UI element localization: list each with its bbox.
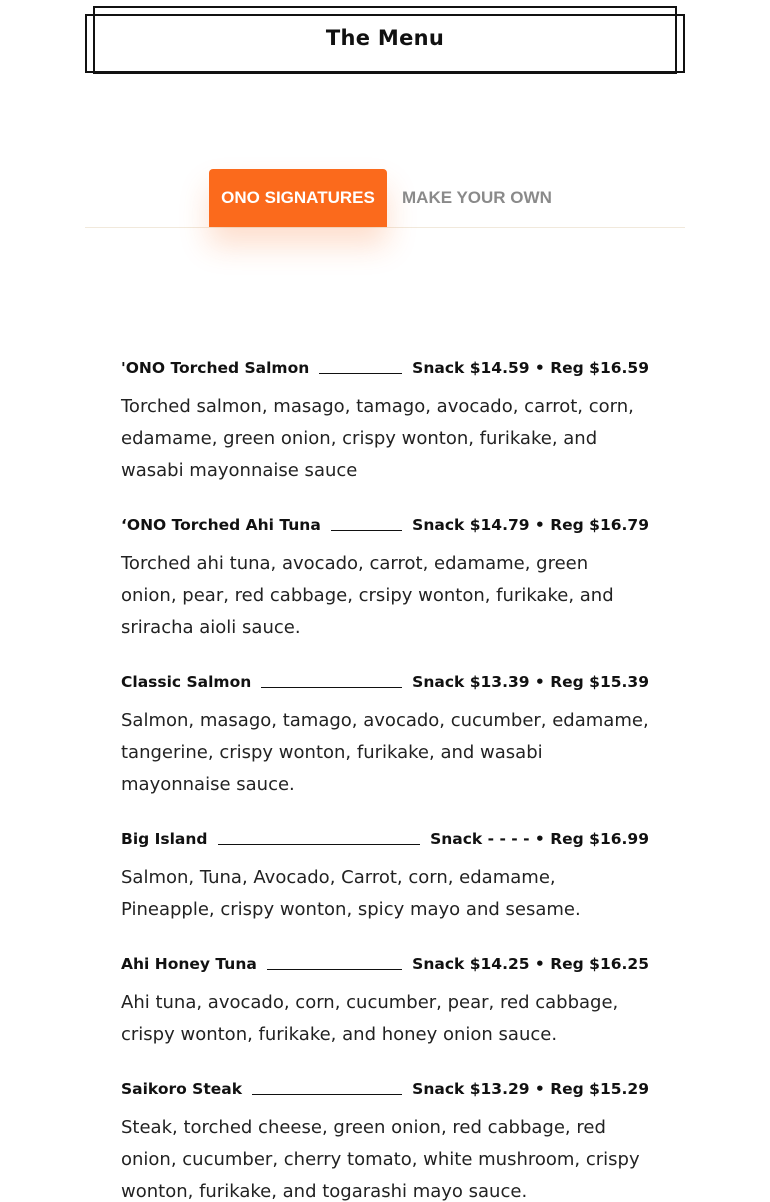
page-title: The Menu	[325, 26, 445, 50]
leader-line	[319, 373, 402, 374]
menu-item-header	[121, 669, 649, 695]
menu-item-price: Snack $13.39 • Reg $15.39	[412, 673, 649, 691]
menu-item-description: Salmon, masago, tamago, avocado, cucumber, edamame, tangerine, crispy wonton, furikake, and wasabi mayonnaise sauce.	[121, 710, 649, 795]
menu-list	[121, 355, 649, 1202]
menu-item	[121, 1076, 649, 1202]
menu-item-header	[121, 512, 649, 538]
menu-item-name: 'ONO Torched Salmon	[121, 359, 310, 377]
tab-ono-signatures[interactable]: ONO SIGNATURES	[209, 169, 387, 227]
menu-item-description: Steak, torched cheese, green onion, red cabbage, red onion, cucumber, cherry tomato, white mushroom, crispy wonton, furikake, and togarashi mayo sauce.	[121, 1117, 640, 1202]
menu-item-description: Torched salmon, masago, tamago, avocado, carrot, corn, edamame, green onion, crispy wonton, furikake, and wasabi mayonnaise sauce	[121, 396, 634, 481]
menu-item	[121, 826, 649, 926]
menu-item-price: Snack $13.29 • Reg $15.29	[412, 1080, 649, 1098]
leader-line	[252, 1094, 402, 1095]
menu-item-header	[121, 826, 649, 852]
menu-item-header	[121, 951, 649, 977]
menu-item	[121, 512, 649, 644]
menu-item	[121, 669, 649, 801]
menu-item-price: Snack $14.79 • Reg $16.79	[412, 516, 649, 534]
menu-item	[121, 951, 649, 1051]
menu-item-description: Ahi tuna, avocado, corn, cucumber, pear, red cabbage, crispy wonton, furikake, and honey onion sauce.	[121, 992, 619, 1045]
menu-item-header	[121, 1076, 649, 1102]
menu-item-name: ‘ONO Torched Ahi Tuna	[121, 516, 321, 534]
leader-line	[218, 844, 421, 845]
menu-item-header	[121, 355, 649, 381]
menu-item-description: Salmon, Tuna, Avocado, Carrot, corn, edamame, Pineapple, crispy wonton, spicy mayo and sesame.	[121, 867, 581, 920]
leader-line	[331, 530, 402, 531]
menu-item-price: Snack - - - - • Reg $16.99	[430, 830, 649, 848]
menu-item-name: Classic Salmon	[121, 673, 252, 691]
menu-item-name: Big Island	[121, 830, 208, 848]
menu-title-frame	[85, 6, 685, 74]
menu-item-name: Saikoro Steak	[121, 1080, 243, 1098]
menu-item-price: Snack $14.59 • Reg $16.59	[412, 359, 649, 377]
leader-line	[261, 687, 402, 688]
menu-item-price: Snack $14.25 • Reg $16.25	[412, 955, 649, 973]
menu-item-name: Ahi Honey Tuna	[121, 955, 257, 973]
menu-item	[121, 355, 649, 487]
menu-item-description: Torched ahi tuna, avocado, carrot, edamame, green onion, pear, red cabbage, crsipy wonton, furikake, and sriracha aioli sauce.	[121, 553, 614, 638]
menu-tabs	[85, 169, 685, 228]
leader-line	[267, 969, 402, 970]
tab-make-your-own[interactable]: MAKE YOUR OWN	[402, 188, 552, 207]
